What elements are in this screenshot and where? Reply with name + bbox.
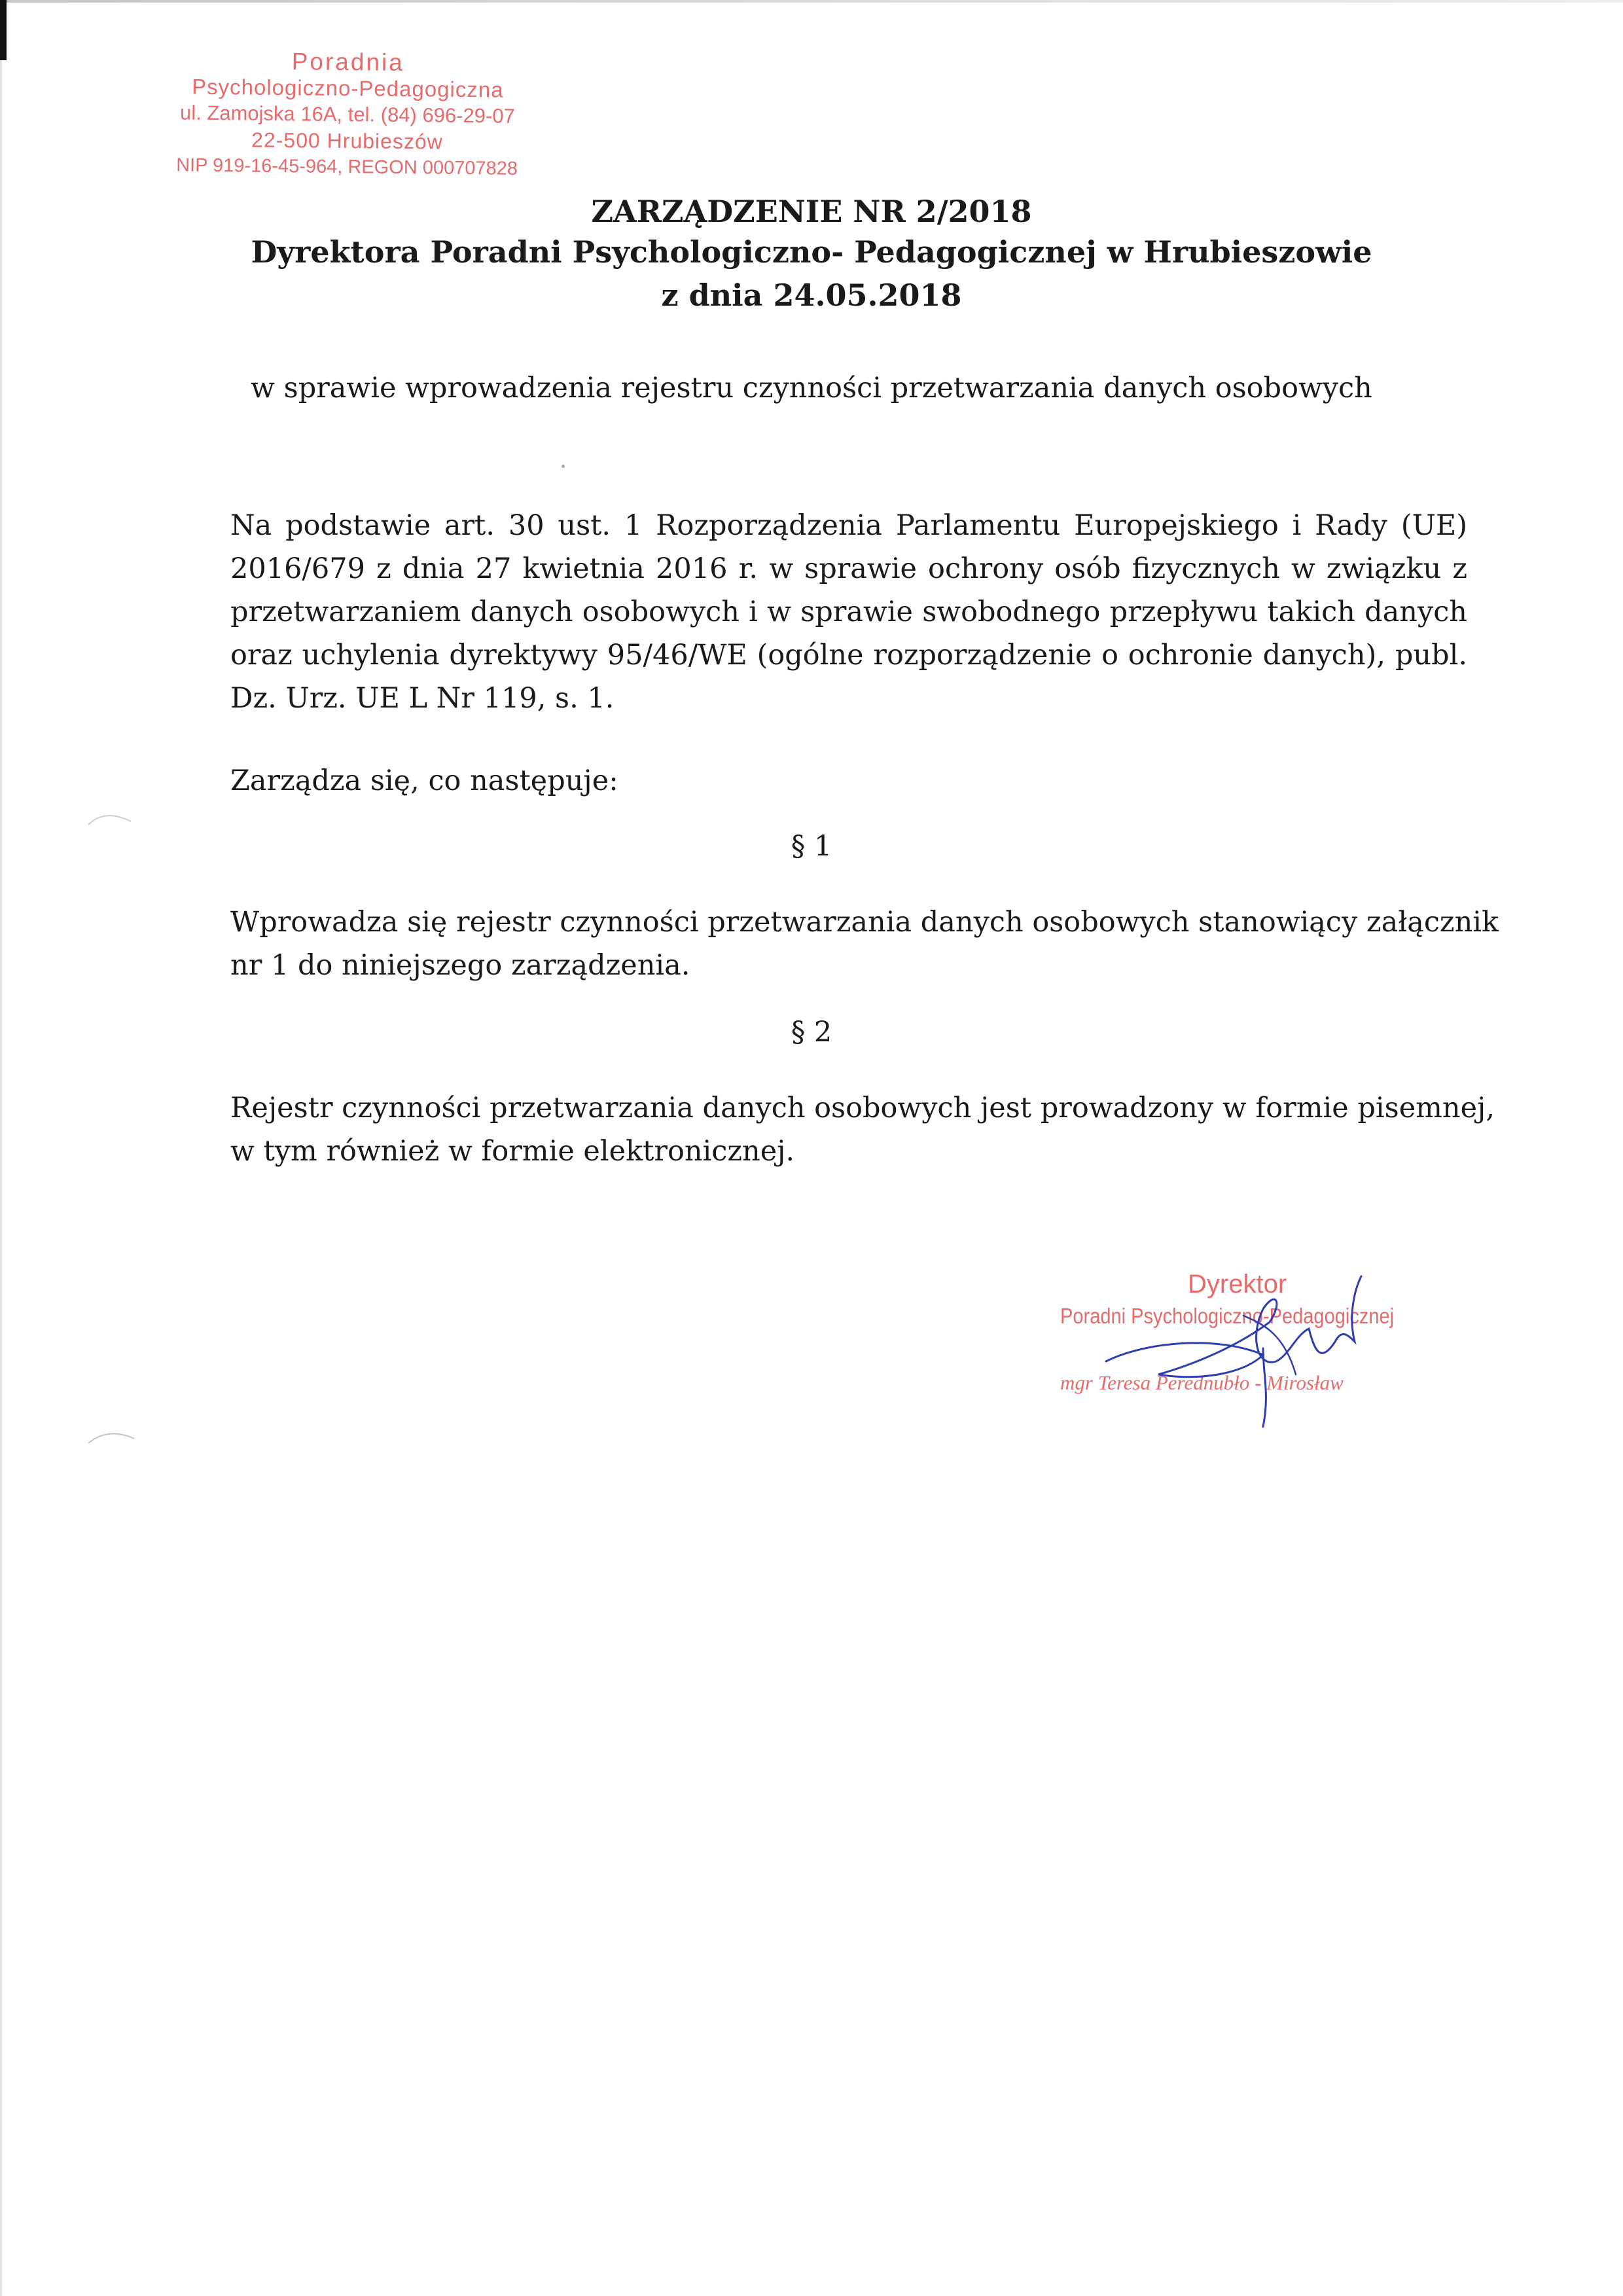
document-issuer: Dyrektora Poradni Psychologiczno- Pedagogicznej w Hrubieszowie [251, 234, 1372, 270]
signature-name: mgr Teresa Perednubło - Mirosław [1060, 1371, 1344, 1394]
paragraph-line: oraz uchylenia dyrektywy 95/46/WE (ogólne rozporządzenie o ochronie danych), publ. [230, 639, 1467, 672]
paragraph-line: w tym również w formie elektronicznej. [230, 1135, 795, 1168]
director-signature-stamp [1047, 1263, 1492, 1414]
order-intro: Zarządza się, co następuje: [230, 764, 618, 797]
paragraph-line: przetwarzaniem danych osobowych i w sprawie swobodnego przepływu takich danych [230, 596, 1467, 628]
paragraph-line: Dz. Urz. UE L Nr 119, s. 1. [230, 682, 615, 715]
section-heading-1: § 1 [791, 830, 832, 863]
scan-artifact [85, 805, 137, 831]
scan-edge-shadow [7, 0, 1623, 3]
signature-role: Dyrektor [1188, 1270, 1287, 1299]
stamp-line: NIP 919-16-45-964, REGON 000707828 [176, 154, 518, 179]
handwritten-signature [1047, 1263, 1492, 1433]
scan-artifact [85, 1420, 137, 1446]
section-heading-2: § 2 [791, 1016, 832, 1049]
stamp-line: 22-500 Hrubieszów [251, 128, 444, 154]
institution-stamp [151, 47, 544, 182]
document-title: ZARZĄDZENIE NR 2/2018 [591, 194, 1032, 229]
paragraph-line: Wprowadza się rejestr czynności przetwarzania danych osobowych stanowiący załącznik [230, 906, 1499, 939]
paragraph-line: 2016/679 z dnia 27 kwietnia 2016 r. w sprawie ochrony osób fizycznych w związku z [230, 552, 1467, 585]
paragraph-line: nr 1 do niniejszego zarządzenia. [230, 949, 690, 982]
document-subject: w sprawie wprowadzenia rejestru czynności przetwarzania danych osobowych [251, 372, 1372, 404]
section-body-1 [230, 901, 1499, 987]
stamp-line: Poradnia [291, 48, 405, 77]
stamp-line: Psychologiczno-Pedagogiczna [191, 74, 504, 102]
paragraph-line: Na podstawie art. 30 ust. 1 Rozporządzenia Parlamentu Europejskiego i Rady (UE) [230, 509, 1467, 542]
stamp-line: ul. Zamojska 16A, tel. (84) 696-29-07 [179, 101, 515, 128]
legal-basis-paragraph [230, 504, 1467, 720]
scan-speck [562, 465, 565, 468]
document-date: z dnia 24.05.2018 [661, 278, 962, 313]
section-body-2 [230, 1086, 1495, 1173]
scan-edge-mark [0, 0, 7, 60]
paragraph-line: Rejestr czynności przetwarzania danych osobowych jest prowadzony w formie pisemnej, [230, 1092, 1495, 1124]
signature-institution: Poradni Psychologiczno-Pedagogicznej [1060, 1304, 1395, 1328]
